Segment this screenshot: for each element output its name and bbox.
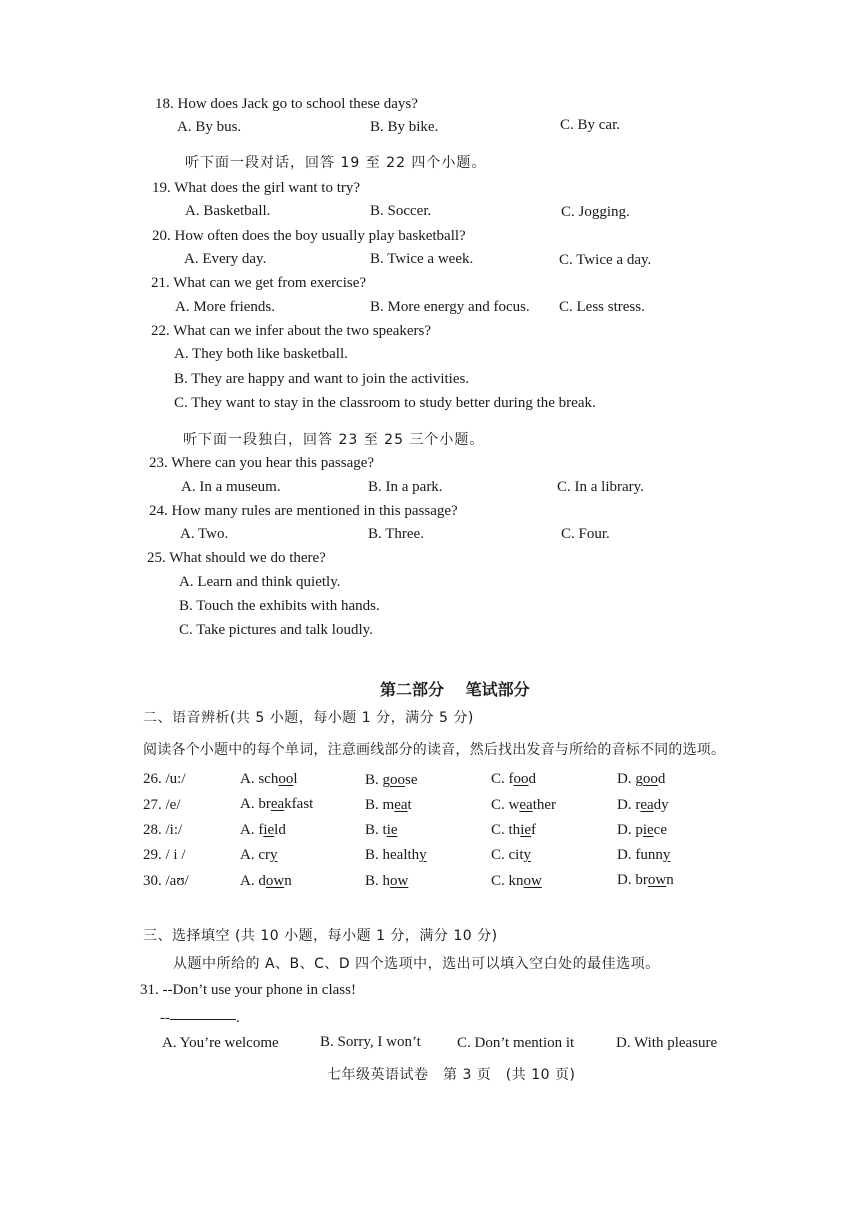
question-19: 19. What does the girl want to try? — [152, 180, 361, 196]
instruction-19-22: 听下面一段对话，回答 19 至 22 四个小题。 — [185, 155, 487, 171]
phonetic-27c: C. weather — [491, 797, 557, 813]
option-20c: C. Twice a day. — [559, 252, 652, 268]
answer-blank-31: -- . — [160, 1010, 240, 1026]
phonetic-29b: B. healthy — [365, 847, 427, 863]
option-19c: C. Jogging. — [561, 204, 630, 220]
phonetic-27-label: 27. /e/ — [143, 797, 181, 813]
option-23c: C. In a library. — [557, 479, 644, 495]
phonetic-29c: C. city — [491, 847, 532, 863]
phonetic-29a: A. cry — [240, 847, 278, 863]
option-25c: C. Take pictures and talk loudly. — [179, 622, 373, 638]
page-footer: 七年级英语试卷 第 3 页 (共 10 页) — [327, 1067, 576, 1083]
question-25: 25. What should we do there? — [147, 550, 326, 566]
phonetic-30-label: 30. /aʊ/ — [143, 873, 189, 889]
option-22a: A. They both like basketball. — [174, 346, 348, 362]
option-24a: A. Two. — [180, 526, 229, 542]
option-24c: C. Four. — [561, 526, 610, 542]
part2-title: 第二部分 笔试部分 — [380, 680, 530, 699]
phonetic-28a: A. field — [240, 822, 286, 838]
phonetic-26c: C. food — [491, 771, 537, 787]
option-23b: B. In a park. — [368, 479, 443, 495]
choice-instruction: 从题中所给的 A、B、C、D 四个选项中，选出可以填入空白处的最佳选项。 — [173, 956, 660, 972]
option-21b: B. More energy and focus. — [370, 299, 530, 315]
question-23: 23. Where can you hear this passage? — [149, 455, 375, 471]
phonetic-30d: D. brown — [617, 872, 674, 888]
phonetic-27d: D. ready — [617, 797, 669, 813]
phonetic-26d: D. good — [617, 771, 666, 787]
question-18: 18. How does Jack go to school these days? — [155, 96, 418, 112]
option-25b: B. Touch the exhibits with hands. — [179, 598, 380, 614]
option-21c: C. Less stress. — [559, 299, 645, 315]
phonetic-26b: B. goose — [365, 772, 418, 788]
option-18a: A. By bus. — [177, 119, 242, 135]
phonetics-instruction: 阅读各个小题中的每个单词，注意画线部分的读音，然后找出发音与所给的音标不同的选项。 — [143, 742, 726, 758]
option-19a: A. Basketball. — [185, 203, 271, 219]
phonetic-30c: C. know — [491, 873, 542, 889]
phonetic-27b: B. meat — [365, 797, 412, 813]
phonetic-28b: B. tie — [365, 822, 398, 838]
question-24: 24. How many rules are mentioned in this passage? — [149, 503, 458, 519]
phonetic-29-label: 29. / i / — [143, 847, 186, 863]
phonetic-27a: A. breakfast — [240, 796, 314, 812]
phonetic-29d: D. funny — [617, 847, 671, 863]
option-31a: A. You’re welcome — [162, 1035, 279, 1051]
option-25a: A. Learn and think quietly. — [179, 574, 341, 590]
option-31b: B. Sorry, I won’t — [320, 1034, 421, 1050]
option-21a: A. More friends. — [175, 299, 275, 315]
option-31d: D. With pleasure — [616, 1035, 718, 1051]
instruction-23-25: 听下面一段独白，回答 23 至 25 三个小题。 — [183, 432, 485, 448]
option-31c: C. Don’t mention it — [457, 1035, 575, 1051]
phonetic-26-label: 26. /u:/ — [143, 771, 186, 787]
choice-header: 三、选择填空 (共 10 小题，每小题 1 分，满分 10 分) — [143, 928, 498, 944]
option-19b: B. Soccer. — [370, 203, 432, 219]
question-20: 20. How often does the boy usually play basketball? — [152, 228, 466, 244]
phonetic-30b: B. how — [365, 873, 409, 889]
phonetic-28c: C. thief — [491, 822, 537, 838]
phonetics-header: 二、语音辨析(共 5 小题，每小题 1 分，满分 5 分) — [143, 710, 474, 726]
option-18c: C. By car. — [560, 117, 620, 133]
phonetic-30a: A. down — [240, 873, 292, 889]
option-24b: B. Three. — [368, 526, 424, 542]
option-20a: A. Every day. — [184, 251, 267, 267]
phonetic-28d: D. piece — [617, 822, 667, 838]
option-22b: B. They are happy and want to join the activities. — [174, 371, 470, 387]
option-23a: A. In a museum. — [181, 479, 281, 495]
phonetic-28-label: 28. /i:/ — [143, 822, 183, 838]
phonetic-26a: A. school — [240, 771, 298, 787]
question-31: 31. --Don’t use your phone in class! — [140, 982, 356, 998]
option-20b: B. Twice a week. — [370, 251, 474, 267]
option-22c: C. They want to stay in the classroom to study better during the break. — [174, 395, 596, 411]
question-21: 21. What can we get from exercise? — [151, 275, 367, 291]
question-22: 22. What can we infer about the two speakers? — [151, 323, 432, 339]
option-18b: B. By bike. — [370, 119, 439, 135]
blank-line — [170, 1018, 236, 1020]
